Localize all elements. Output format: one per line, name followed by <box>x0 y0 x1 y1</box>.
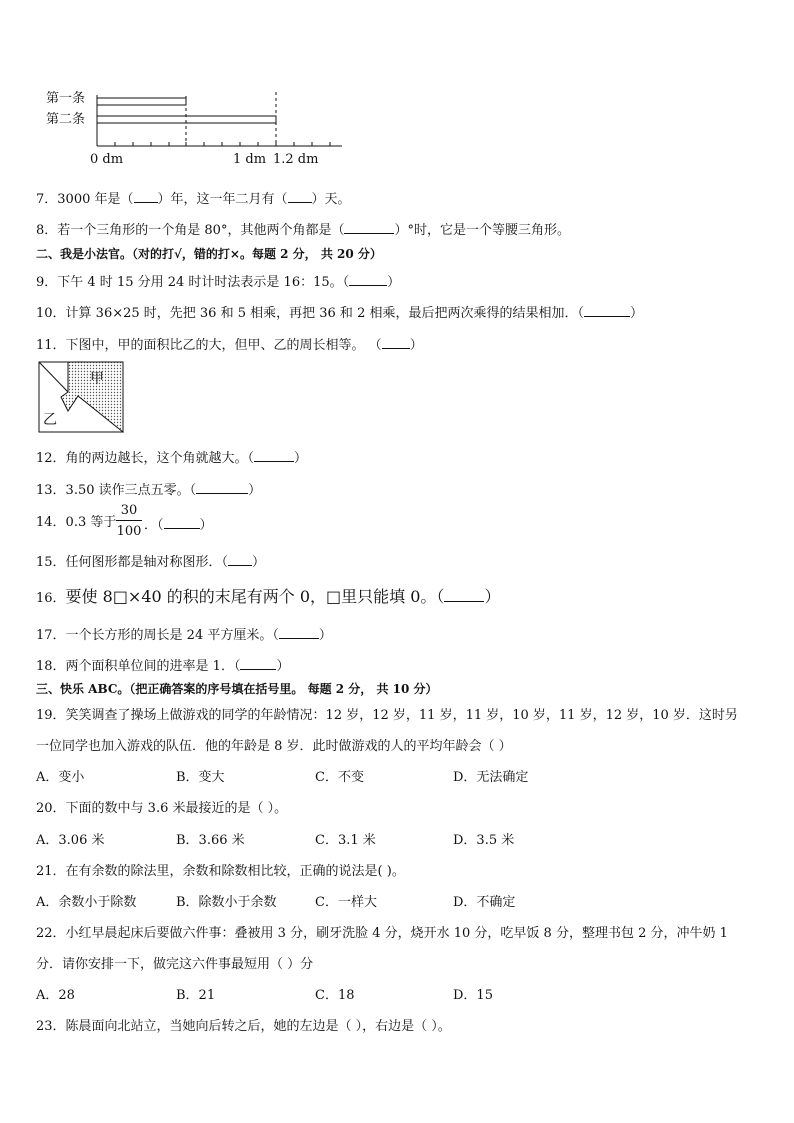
question-19-line1: 19．笑笑调查了操场上做游戏的同学的年龄情况：12 岁，12 岁，11 岁，11 岁，10 岁，11 岁，12 岁，10 岁．这时另 <box>36 708 738 723</box>
option-d[interactable]: D．3.5 米 <box>453 833 515 848</box>
option-d[interactable]: D．不确定 <box>453 895 516 910</box>
fraction-bar <box>116 520 142 521</box>
ruler-tick-12: 1.2 dm <box>273 152 319 167</box>
question-15: 15．任何图形都是轴对称图形．（ ） <box>36 555 266 570</box>
option-c[interactable]: C．一样大 <box>315 895 377 910</box>
question-20: 20．下面的数中与 3.6 米最接近的是（ ）。 <box>36 801 288 816</box>
answer-blank[interactable] <box>349 273 387 286</box>
ruler-ticks <box>97 142 330 146</box>
figure-11 <box>38 361 124 433</box>
answer-blank[interactable] <box>134 190 158 203</box>
option-c[interactable]: C．不变 <box>315 770 364 785</box>
section-3-heading: 三、快乐 ABC。（把正确答案的序号填在括号里。 每题 2 分， 共 10 分） <box>36 682 438 696</box>
fraction-denominator: 100 <box>116 524 142 539</box>
question-17: 17．一个长方形的周长是 24 平方厘米。（ ） <box>36 628 332 643</box>
option-b[interactable]: B．变大 <box>176 770 225 785</box>
section-2-heading: 二、我是小法官。（对的打√，错的打×。每题 2 分， 共 20 分） <box>36 247 382 261</box>
option-a[interactable]: A．28 <box>36 988 75 1003</box>
ruler-tick-0: 0 dm <box>90 152 124 167</box>
question-22-line1: 22．小红早晨起床后要做六件事：叠被用 3 分，刷牙洗脸 4 分，烧开水 10 分，吃早饭 8 分，整理书包 2 分，冲牛奶 1 <box>36 926 728 941</box>
answer-blank[interactable] <box>164 516 200 529</box>
question-21: 21．在有余数的除法里，余数和除数相比较，正确的说法是( )。 <box>36 864 405 879</box>
question-10: 10．计算 36×25 时，先把 36 和 5 相乘，再把 36 和 2 相乘，最后把两次乘得的结果相加．（ ） <box>36 306 643 321</box>
label-jia: 甲 <box>90 371 104 387</box>
question-22-line2: 分．请你安排一下，做完这六件事最短用（ ）分 <box>36 957 314 972</box>
question-23: 23．陈晨面向北站立，当她向后转之后，她的左边是（ ），右边是（ ）。 <box>36 1019 451 1034</box>
ruler-tick-1: 1 dm <box>233 152 267 167</box>
answer-blank[interactable] <box>288 190 312 203</box>
option-d[interactable]: D．15 <box>453 988 493 1003</box>
option-b[interactable]: B．除数小于余数 <box>176 895 277 910</box>
bar-first <box>97 98 186 105</box>
answer-blank[interactable] <box>584 304 630 317</box>
question-9: 9．下午 4 时 15 分用 24 时计时法表示是 16：15。（ ） <box>36 275 401 290</box>
answer-blank[interactable] <box>240 657 276 670</box>
answer-blank[interactable] <box>382 336 410 349</box>
question-18: 18．两个面积单位间的进率是 1．（ ） <box>36 659 290 674</box>
answer-blank[interactable] <box>444 589 484 602</box>
question-8: 8．若一个三角形的一个角是 80°，其他两个角都是（ ）°时，它是一个等腰三角形。 <box>36 223 570 238</box>
option-a[interactable]: A．变小 <box>36 770 85 785</box>
question-13: 13．3.50 读作三点五零。（ ） <box>36 483 262 498</box>
question-19-line2: 一位同学也加入游戏的队伍．他的年龄是 8 岁．此时做游戏的人的平均年龄会（ ） <box>36 739 512 754</box>
option-c[interactable]: C．18 <box>315 988 355 1003</box>
question-12: 12．角的两边越长，这个角就越大。（ ） <box>36 451 308 466</box>
option-b[interactable]: B．21 <box>176 988 216 1003</box>
question-7: 7．3000 年是（ ）年，这一年二月有（ ）天。 <box>36 192 351 207</box>
ruler-diagram <box>0 0 360 160</box>
option-b[interactable]: B．3.66 米 <box>176 833 245 848</box>
option-c[interactable]: C．3.1 米 <box>315 833 376 848</box>
ruler-label-second: 第二条 <box>46 112 86 127</box>
option-a[interactable]: A．3.06 米 <box>36 833 105 848</box>
fraction-numerator: 30 <box>120 503 138 518</box>
answer-blank[interactable] <box>279 626 319 639</box>
question-16: 16．要使 8□×40 的积的末尾有两个 0，□里只能填 0。（ ） <box>36 587 501 606</box>
answer-blank[interactable] <box>228 553 252 566</box>
label-yi: 乙 <box>43 412 57 428</box>
question-11: 11．下图中，甲的面积比乙的大，但甲、乙的周长相等。 （ ） <box>36 338 423 353</box>
option-a[interactable]: A．余数小于除数 <box>36 895 137 910</box>
answer-blank[interactable] <box>344 221 394 234</box>
answer-blank[interactable] <box>254 449 294 462</box>
option-d[interactable]: D．无法确定 <box>453 770 529 785</box>
answer-blank[interactable] <box>196 481 248 494</box>
ruler-label-first: 第一条 <box>46 91 86 106</box>
